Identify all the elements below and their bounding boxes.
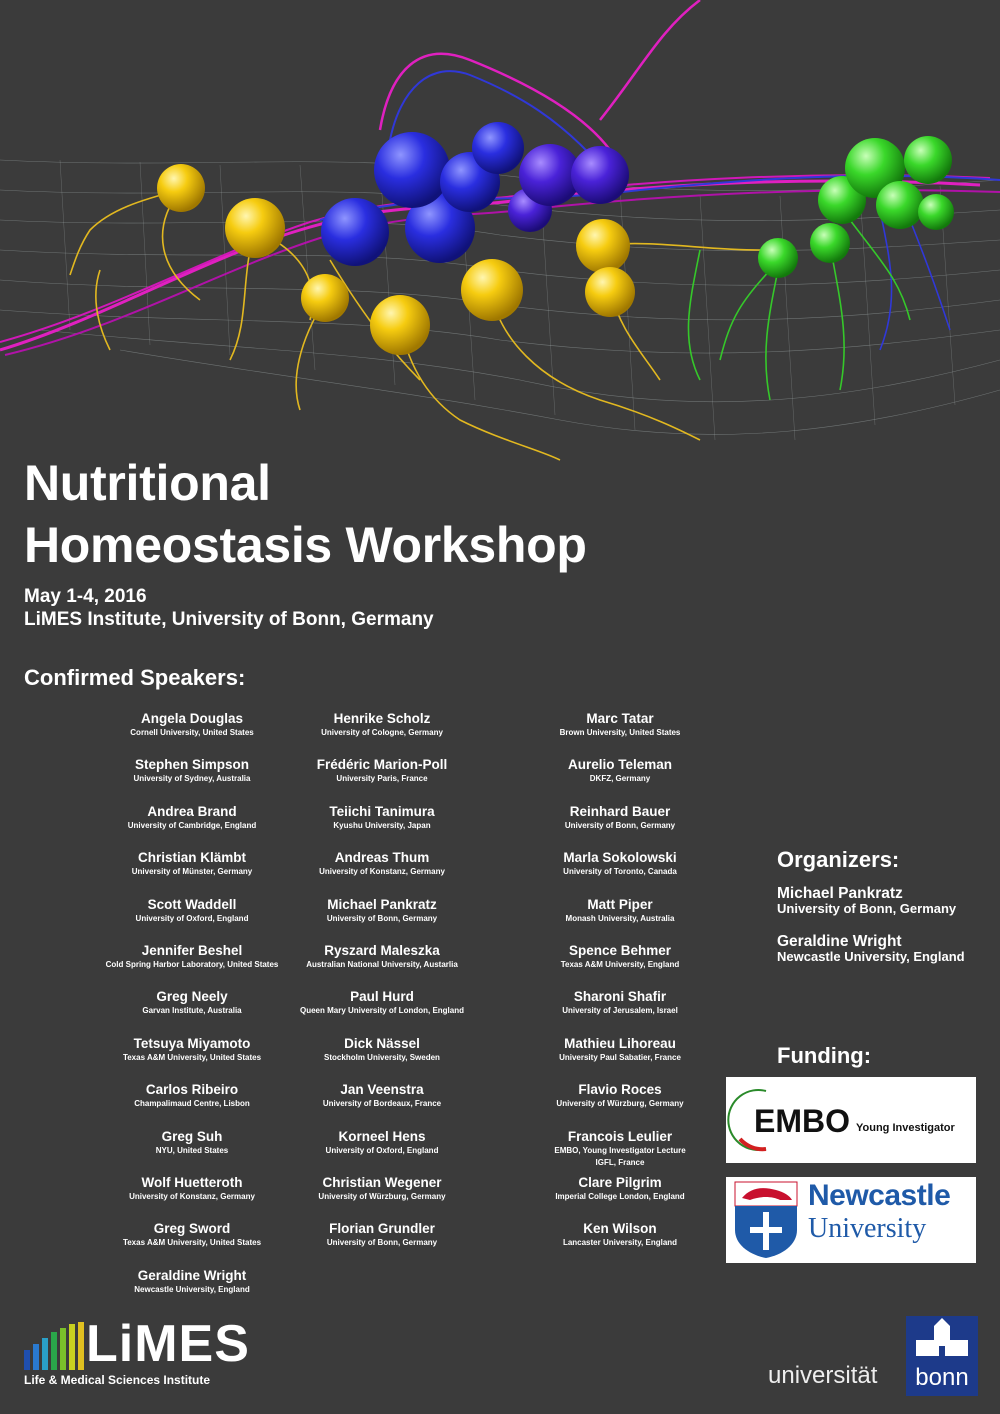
organizer-item: [777, 934, 965, 964]
speaker-name: Greg Suh: [161, 1128, 223, 1144]
speaker-name: Paul Hurd: [350, 989, 414, 1005]
funding-heading: Funding:: [777, 1043, 872, 1068]
speaker-entry: [257, 850, 507, 878]
speaker-name: Dick Nässel: [344, 1035, 420, 1051]
embo-name: EMBO: [754, 1103, 850, 1139]
speaker-entry: [495, 1082, 745, 1110]
speaker-affiliation: University of Bonn, Germany: [326, 913, 438, 923]
speaker-entry: [495, 1129, 745, 1169]
bonn-universitaet: universität: [768, 1362, 878, 1389]
speaker-entry: [495, 943, 745, 971]
speaker-affiliation: University of Bordeaux, France: [322, 1099, 442, 1109]
speaker-affiliation: Queen Mary University of London, England: [299, 1006, 464, 1016]
speaker-name: Frédéric Marion-Poll: [316, 757, 448, 773]
limes-logo: [24, 1315, 264, 1392]
organizer-name: Michael Pankratz: [777, 885, 903, 902]
speaker-name: Andrea Brand: [147, 803, 237, 819]
speaker-name: Aurelio Teleman: [567, 757, 673, 773]
organizer-name: Geraldine Wright: [777, 933, 902, 950]
speaker-affiliation: University of Cologne, Germany: [321, 728, 443, 737]
speaker-affiliation: University of Jerusalem, Israel: [562, 1006, 678, 1016]
speaker-entry: [495, 1036, 745, 1064]
bonn-logo: [768, 1316, 978, 1396]
speaker-affiliation: Texas A&M University, United States: [122, 1238, 262, 1248]
newcastle-crest-icon: [732, 1180, 802, 1260]
event-date: May 1-4, 2016: [24, 586, 147, 607]
speaker-affiliation: Monash University, Australia: [565, 913, 675, 923]
hero-illustration: [0, 0, 1000, 470]
speaker-name: Scott Waddell: [147, 896, 237, 912]
speaker-affiliation: Lancaster University, England: [562, 1238, 678, 1248]
speaker-name: Mathieu Lihoreau: [564, 1035, 676, 1051]
speaker-affiliation: University of Oxford, England: [135, 913, 249, 923]
speaker-name: Clare Pilgrim: [578, 1175, 662, 1190]
newcastle-name: Newcastle: [808, 1179, 951, 1212]
speaker-entry: [257, 757, 507, 785]
speaker-entry: [495, 850, 745, 878]
speaker-name: Sharoni Shafir: [573, 989, 667, 1005]
limes-name: LiMES: [86, 1315, 250, 1373]
speaker-affiliation: University of Bonn, Germany: [564, 820, 676, 830]
speaker-entry: [257, 711, 507, 739]
speaker-affiliation: EMBO, Young Investigator Lecture: [554, 1145, 686, 1155]
speaker-entry: [67, 1268, 317, 1296]
speaker-entry: [495, 1221, 745, 1249]
speaker-affiliation: Australian National University, Austarlia: [306, 960, 458, 969]
speaker-entry: [257, 804, 507, 832]
speaker-name: Stephen Simpson: [134, 757, 249, 773]
speaker-entry: [495, 989, 745, 1017]
speaker-name: Flavio Roces: [578, 1082, 662, 1098]
speaker-name: Andreas Thum: [334, 850, 430, 866]
speaker-affiliation: University of Toronto, Canada: [563, 867, 677, 877]
speaker-entry: [257, 943, 507, 971]
speaker-name: Florian Grundler: [329, 1221, 435, 1237]
title-line-2: Homeostasis Workshop: [24, 517, 587, 573]
speaker-entry: [495, 1175, 745, 1203]
speaker-affiliation: Kyushu University, Japan: [333, 820, 431, 830]
speaker-name: Marla Sokolowski: [563, 850, 677, 866]
organizer-item: [777, 886, 956, 916]
speaker-affiliation: University of Würzburg, Germany: [318, 1192, 446, 1201]
speaker-name: Ken Wilson: [583, 1221, 657, 1237]
speaker-affiliation: NYU, United States: [155, 1145, 229, 1155]
speaker-affiliation: University of Oxford, England: [325, 1145, 439, 1155]
speaker-entry: [495, 804, 745, 832]
speaker-affiliation: Imperial College London, England: [555, 1192, 685, 1201]
speaker-affiliation: Brown University, United States: [559, 728, 681, 737]
speaker-entry: [257, 989, 507, 1017]
embo-logo: [726, 1077, 976, 1163]
speaker-name: Matt Piper: [587, 896, 653, 912]
speaker-affiliation: University of Konstanz, Germany: [129, 1192, 255, 1201]
speaker-entry: [495, 757, 745, 785]
page-title: [24, 452, 587, 576]
title-line-1: Nutritional: [24, 455, 271, 511]
speaker-affiliation: University of Konstanz, Germany: [319, 867, 445, 877]
speaker-affiliation: DKFZ, Germany: [589, 774, 651, 784]
speaker-name: Marc Tatar: [586, 711, 654, 726]
green-neuron-branches: [688, 220, 910, 400]
speaker-name: Reinhard Bauer: [569, 803, 671, 819]
speaker-affiliation: Cornell University, United States: [130, 728, 254, 737]
speaker-affiliation: Cold Spring Harbor Laboratory, United States: [105, 960, 279, 969]
speaker-name: Henrike Scholz: [333, 711, 431, 726]
speaker-entry: [257, 1036, 507, 1064]
speaker-affiliation: University of Münster, Germany: [131, 867, 253, 877]
organizers-heading: Organizers:: [777, 847, 900, 872]
speaker-affiliation: University of Sydney, Australia: [133, 774, 251, 784]
organizer-affiliation: Newcastle University, England: [777, 949, 965, 964]
speaker-name: Geraldine Wright: [137, 1267, 247, 1283]
newcastle-logo: [726, 1177, 976, 1263]
speaker-name: Christian Wegener: [322, 1175, 442, 1190]
speaker-entry: [495, 897, 745, 925]
speaker-affiliation: Champalimaud Centre, Lisbon: [134, 1099, 250, 1109]
speaker-affiliation-2: IGFL, France: [595, 1157, 645, 1167]
speaker-name: Jan Veenstra: [340, 1082, 424, 1098]
speaker-name: Tetsuya Miyamoto: [133, 1035, 251, 1051]
speaker-affiliation: University Paris, France: [336, 774, 428, 784]
speaker-name: Angela Douglas: [140, 711, 243, 726]
speaker-name: Jennifer Beshel: [141, 943, 243, 958]
organizer-affiliation: University of Bonn, Germany: [777, 901, 957, 916]
speaker-affiliation: University of Würzburg, Germany: [556, 1099, 684, 1109]
speaker-name: Michael Pankratz: [327, 896, 437, 912]
speaker-entry: [257, 897, 507, 925]
speaker-name: Korneel Hens: [338, 1128, 426, 1144]
speaker-affiliation: Texas A&M University, United States: [122, 1052, 262, 1062]
embo-tag: Young Investigator: [856, 1122, 955, 1134]
speaker-name: Wolf Huetteroth: [141, 1175, 243, 1190]
speaker-entry: [257, 1175, 507, 1203]
speaker-name: Teiichi Tanimura: [329, 803, 435, 819]
event-location: LiMES Institute, University of Bonn, Germany: [24, 609, 434, 630]
speaker-entry: [257, 1221, 507, 1249]
speaker-affiliation: University of Bonn, Germany: [326, 1238, 438, 1248]
speaker-name: Greg Neely: [156, 989, 228, 1005]
speaker-name: Greg Sword: [153, 1221, 231, 1237]
speaker-name: Spence Behmer: [568, 943, 672, 958]
speaker-affiliation: University of Cambridge, England: [127, 820, 257, 830]
limes-bars-icon: [24, 1322, 88, 1370]
speaker-affiliation: Stockholm University, Sweden: [324, 1052, 440, 1062]
speaker-name: Francois Leulier: [567, 1128, 673, 1144]
speaker-affiliation: Newcastle University, England: [134, 1284, 250, 1294]
bonn-name: bonn: [906, 1362, 978, 1396]
speaker-entry: [495, 711, 745, 739]
speaker-name: Ryszard Maleszka: [324, 943, 440, 958]
speaker-name: Carlos Ribeiro: [145, 1082, 239, 1098]
speaker-affiliation: University Paul Sabatier, France: [559, 1052, 681, 1062]
bonn-building-icon: [906, 1316, 978, 1364]
limes-tagline: Life & Medical Sciences Institute: [24, 1373, 211, 1387]
speakers-heading: Confirmed Speakers:: [24, 665, 246, 690]
speaker-entry: [257, 1082, 507, 1110]
newcastle-university: University: [808, 1213, 927, 1244]
speaker-entry: [257, 1129, 507, 1157]
speaker-affiliation: Garvan Institute, Australia: [142, 1006, 242, 1016]
speaker-name: Christian Klämbt: [137, 850, 246, 866]
speaker-affiliation: Texas A&M University, England: [560, 960, 680, 969]
